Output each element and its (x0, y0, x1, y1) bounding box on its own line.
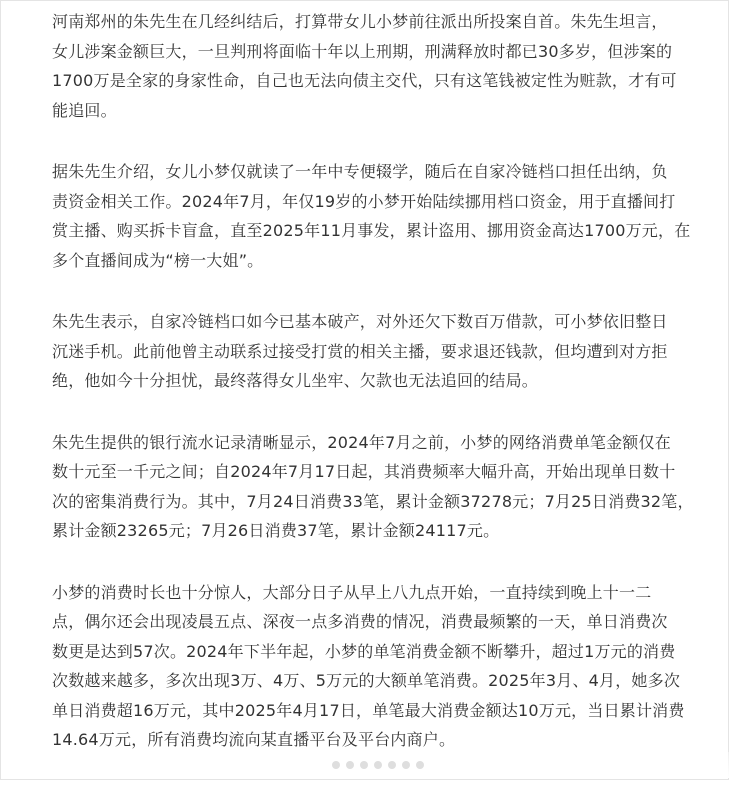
dot-icon (346, 761, 354, 769)
article-paragraph-1: 河南郑州的朱先生在几经纠结后，打算带女儿小梦前往派出所投案自首。朱先生坦言， 女儿涉案金额巨大，一旦判刑将面临十年以上刑期，刑满释放时都已30多岁，但涉案的 1700万是全家的身家性命，自己也无法向债主交代，只有这笔钱被定性为赃款，才有可 能追回。 (52, 12, 677, 120)
dot-icon (374, 761, 382, 769)
dot-icon (402, 761, 410, 769)
article-paragraph-2: 据朱先生介绍，女儿小梦仅就读了一年中专便辍学，随后在自家冷链档口担任出纳，负 责资金相关工作。2024年7月，年仅19岁的小梦开始陆续挪用档口资金，用于直播间打 赏主播、购买拆卡盲盒，直至2025年11月事发，累计盗用、挪用资金高达1700万元，在 多个直播间成为“榜一大姐”。 (52, 162, 691, 270)
dot-icon (416, 761, 424, 769)
article-paragraph-4: 朱先生提供的银行流水记录清晰显示，2024年7月之前，小梦的网络消费单笔金额仅在 数十元至一千元之间；自2024年7月17日起，其消费频率大幅升高，开始出现单日数十 次的密集消费行为。其中，7月24日消费33笔，累计金额37278元；7月25日消费32笔， 累计金额23265元；7月26日消费37笔，累计金额24117元。 (52, 432, 694, 540)
dot-icon (388, 761, 396, 769)
article-paragraph-5: 小梦的消费时长也十分惊人，大部分日子从早上八九点开始，一直持续到晚上十一二 点，偶尔还会出现凌晨五点、深夜一点多消费的情况，消费最频繁的一天，单日消费次 数更是达到57次。2024年下半年起，小梦的单笔消费金额不断攀升，超过1万元的消费 次数越来越多，多次出现3万、4万、5万元的大额单笔消费。2025年3月、4月，她多次 单日消费超16万元，其中2025年4月17日，单笔最大消费金额达10万元，当日累计消费 14.64万元，所有消费均流向某直播平台及平台内商户。 (52, 582, 685, 749)
article-body (52, 7, 707, 787)
dot-icon (360, 761, 368, 769)
article-paragraph-3: 朱先生表示，自家冷链档口如今已基本破产，对外还欠下数百万借款，可小梦依旧整日 沉迷手机。此前他曾主动联系过接受打赏的相关主播，要求退还钱款，但均遭到对方拒 绝，他如今十分担忧，最终落得女儿坐牢、欠款也无法追回的结局。 (52, 312, 668, 390)
dot-icon (332, 761, 340, 769)
expand-more-dots[interactable] (332, 761, 424, 769)
